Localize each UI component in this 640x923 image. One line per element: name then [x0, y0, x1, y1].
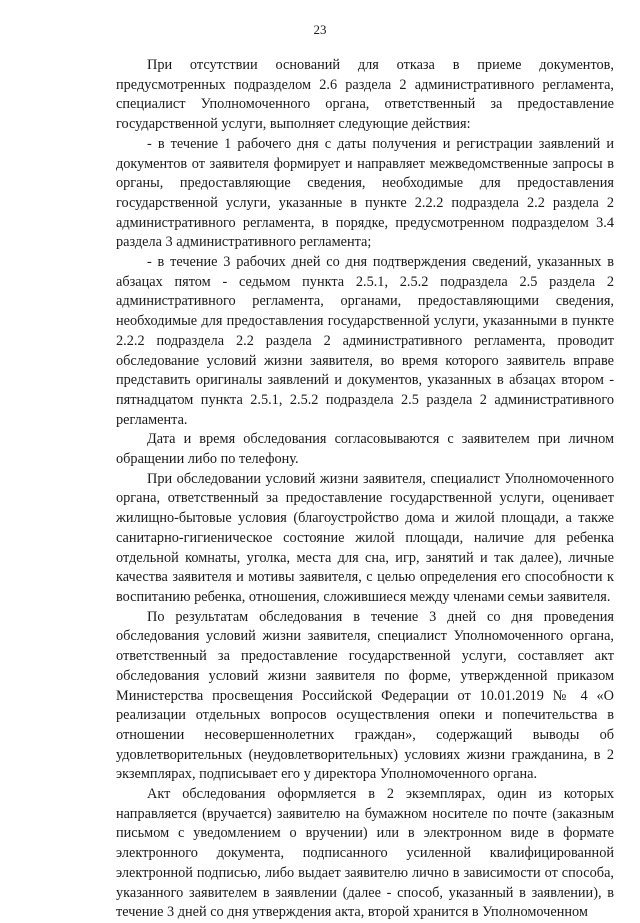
document-body — [116, 56, 614, 923]
paragraph-inspection-assessment: При обследовании условий жизни заявителя, специалист Уполномоченного органа, ответственный за предоставление государственной услуги, оценивает жилищно-бытовые условия (благоустройство дома и жилой площади, а также санитарно-гигиеническое состояние жилой площади, наличие для ребенка отдельной комнаты, уголка, места для сна, игр, занятий и так далее), личные качества заявителя и мотивы заявителя, с целью определения его способности к воспитанию ребенка, отношения, сложившиеся между членами семьи заявителя. — [116, 470, 614, 605]
page-number: 23 — [313, 22, 327, 37]
paragraph-inspection-date: Дата и время обследования согласовываются с заявителем при личном обращении либо по телефону. — [116, 431, 614, 468]
paragraph-living-conditions-inspection: - в течение 3 рабочих дней со дня подтверждения сведений, указанных в абзацах пятом - седьмом пункта 2.5.1, 2.5.2 подраздела 2.5 раздела 2 административного регламента, органами, предоставляющими сведения, необходимые для предоставления государственной услуги, указанными в пункте 2.2.2 подраздела 2.2 раздела 2 административного регламента, проводит обследование условий жизни заявителя, во время которого заявитель вправе представить оригиналы заявлений и документов, указанных в абзацах втором - пятнадцатом пункта 2.5.1, 2.5.2 подраздела 2.5 раздела 2 административного регламента. — [116, 254, 614, 428]
paragraph-interdepartmental-requests: - в течение 1 рабочего дня с даты получения и регистрации заявлений и документов от заявителя формирует и направляет межведомственные запросы в органы, предоставляющие сведения, необходимые для предоставления государственной услуги, указанные в пункте 2.2.2 подраздела 2.2 раздела 2 административного регламента, в порядке, предусмотренном подразделом 3.4 раздела 3 административного регламента; — [116, 135, 614, 251]
paragraph-intro: При отсутствии оснований для отказа в приеме документов, предусмотренных подразделом 2.6 раздела 2 административного регламента, специалист Уполномоченного органа, ответственный за предоставление государственной услуги, выполняет следующие действия: — [116, 57, 614, 133]
paragraph-inspection-results: По результатам обследования в течение 3 дней со дня проведения обследования условий жизни заявителя, специалист Уполномоченного органа, ответственный за предоставление государственной услуги, составляет акт обследования условий жизни заявителя по форме, утвержденной приказом Министерства просвещения Российской Федерации от 10.01.2019 № 4 «О реализации отдельных вопросов осуществления опеки и попечительства в отношении несовершеннолетних граждан», содержащий выводы об удовлетворительных (неудовлетворительных) условиях жизни гражданина, в 2 экземплярах, подписывает его у директора Уполномоченного органа. — [116, 608, 614, 783]
paragraph-inspection-act: Акт обследования оформляется в 2 экземплярах, один из которых направляется (вручается) заявителю на бумажном носителе по почте (заказным письмом с уведомлением о вручении) или в электронном виде в формате электронного документа, подписанного усиленной квалифицированной электронной подписью, либо выдает заявителю лично в зависимости от способа, указанного заявителем в заявлении (далее - способ, указанный в заявлении), в течение 3 дней со дня утверждения акта, второй хранится в Уполномоченном — [116, 786, 614, 921]
